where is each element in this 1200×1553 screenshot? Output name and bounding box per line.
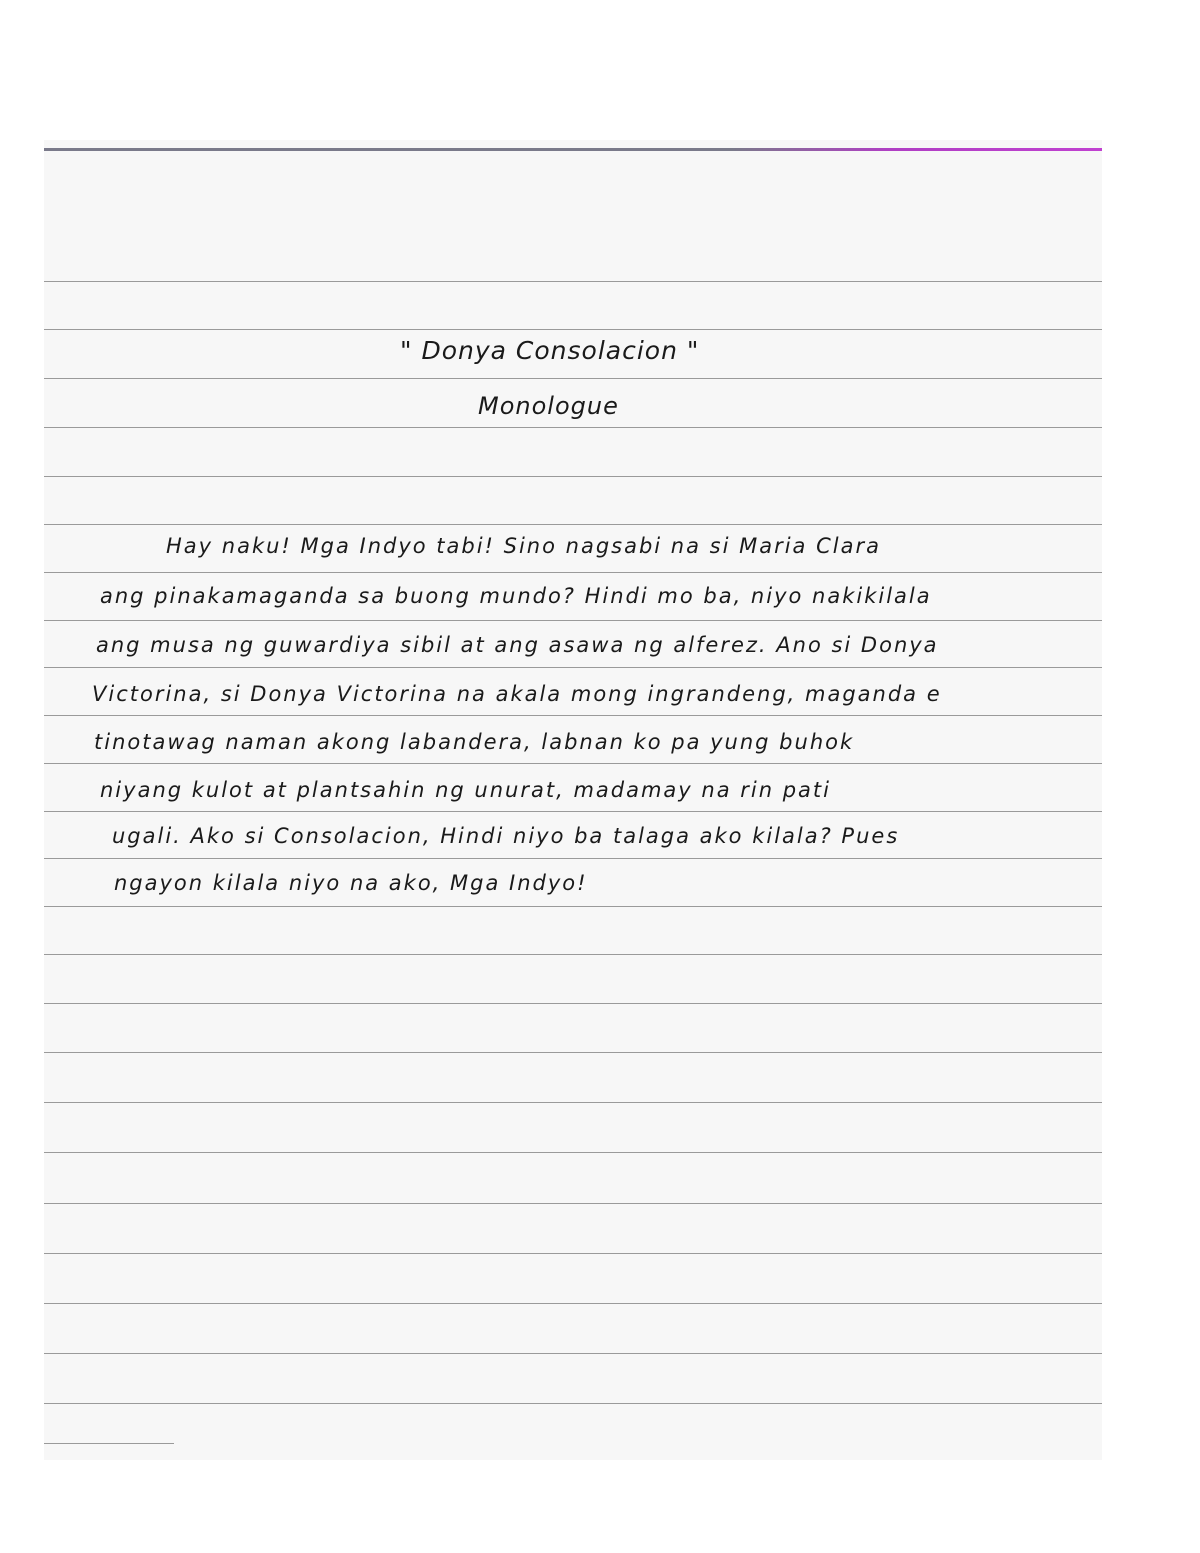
ruled-line: [44, 1052, 1102, 1053]
body-line: Hay naku! Mga Indyo tabi! Sino nagsabi na si Maria Clara: [166, 534, 881, 558]
ruled-line: [44, 1253, 1102, 1254]
document-subtitle: Monologue: [478, 392, 619, 420]
body-line: ang pinakamaganda sa buong mundo? Hindi mo ba, niyo nakikilala: [100, 584, 932, 608]
ruled-line: [44, 667, 1102, 668]
ruled-line: [44, 954, 1102, 955]
ruled-line: [44, 763, 1102, 764]
ruled-line: [44, 572, 1102, 573]
top-margin-line: [44, 148, 1102, 151]
ruled-line: [44, 1303, 1102, 1304]
document-title: " Donya Consolacion ": [400, 336, 700, 365]
ruled-line: [44, 620, 1102, 621]
ruled-line: [44, 1003, 1102, 1004]
body-line: ugali. Ako si Consolacion, Hindi niyo ba talaga ako kilala? Pues: [112, 824, 900, 848]
body-line: ang musa ng guwardiya sibil at ang asawa ng alferez. Ano si Donya: [96, 633, 939, 657]
ruled-line: [44, 1203, 1102, 1204]
body-line: ngayon kilala niyo na ako, Mga Indyo!: [114, 871, 588, 895]
ruled-line: [44, 427, 1102, 428]
body-line: tinotawag naman akong labandera, labnan ko pa yung buhok: [94, 730, 855, 754]
ruled-line: [44, 378, 1102, 379]
ruled-line: [44, 476, 1102, 477]
ruled-line: [44, 329, 1102, 330]
ruled-line: [44, 1443, 174, 1444]
ruled-line: [44, 1353, 1102, 1354]
ruled-line: [44, 858, 1102, 859]
ruled-line: [44, 906, 1102, 907]
ruled-line: [44, 811, 1102, 812]
ruled-line: [44, 715, 1102, 716]
ruled-line: [44, 281, 1102, 282]
body-line: Victorina, si Donya Victorina na akala mong ingrandeng, maganda e: [92, 682, 942, 706]
ruled-line: [44, 524, 1102, 525]
ruled-line: [44, 1403, 1102, 1404]
ruled-line: [44, 1152, 1102, 1153]
ruled-line: [44, 1102, 1102, 1103]
body-line: niyang kulot at plantsahin ng unurat, madamay na rin pati: [100, 778, 831, 802]
